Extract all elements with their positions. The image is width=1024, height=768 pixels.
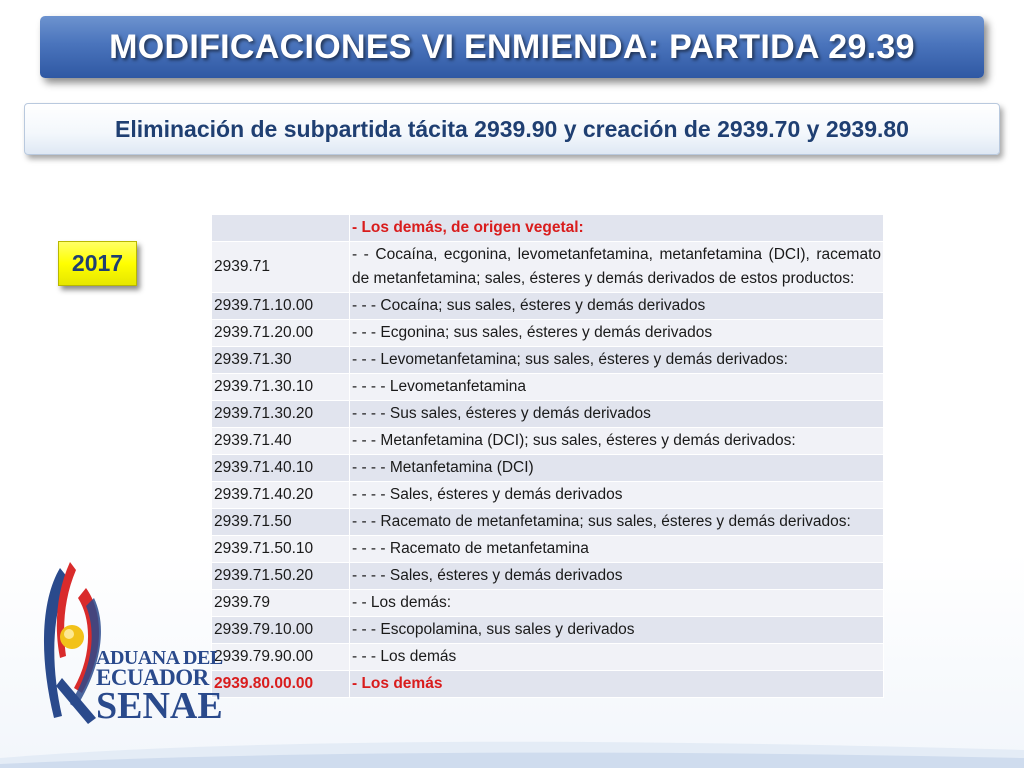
tariff-description-cell: - Los demás, de origen vegetal: bbox=[350, 215, 884, 242]
tariff-code-cell: 2939.71.50.10 bbox=[212, 536, 350, 563]
logo-text-line1: ADUANA DEL bbox=[96, 647, 223, 669]
tariff-description-cell: - - - Ecgonina; sus sales, ésteres y demás derivados bbox=[350, 320, 884, 347]
tariff-description-cell: - - - Racemato de metanfetamina; sus sales, ésteres y demás derivados: bbox=[350, 509, 884, 536]
tariff-code-cell: 2939.71.20.00 bbox=[212, 320, 350, 347]
table-row bbox=[212, 590, 884, 617]
page-title: MODIFICACIONES VI ENMIENDA: PARTIDA 29.39 bbox=[109, 27, 915, 66]
table-row bbox=[212, 242, 884, 293]
tariff-table bbox=[211, 214, 884, 698]
tariff-description-cell: - - Los demás: bbox=[350, 590, 884, 617]
tariff-description-cell: - - - - Racemato de metanfetamina bbox=[350, 536, 884, 563]
tariff-description-cell: - - - Cocaína; sus sales, ésteres y demás derivados bbox=[350, 293, 884, 320]
tariff-code-cell: 2939.71.40.10 bbox=[212, 455, 350, 482]
table-row bbox=[212, 401, 884, 428]
tariff-code-cell: 2939.71 bbox=[212, 242, 350, 293]
tariff-code-cell bbox=[212, 215, 350, 242]
table-row bbox=[212, 563, 884, 590]
tariff-code-cell: 2939.79.10.00 bbox=[212, 617, 350, 644]
table-row bbox=[212, 320, 884, 347]
tariff-description-cell: - - - - Sales, ésteres y demás derivados bbox=[350, 563, 884, 590]
table-row bbox=[212, 455, 884, 482]
tariff-code-cell: 2939.79 bbox=[212, 590, 350, 617]
tariff-code-cell: 2939.79.90.00 bbox=[212, 644, 350, 671]
table-row bbox=[212, 215, 884, 242]
tariff-code-cell: 2939.71.30.20 bbox=[212, 401, 350, 428]
tariff-description-cell: - - - Metanfetamina (DCI); sus sales, ésteres y demás derivados: bbox=[350, 428, 884, 455]
table-row bbox=[212, 536, 884, 563]
table-row bbox=[212, 617, 884, 644]
table-row bbox=[212, 347, 884, 374]
table-row bbox=[212, 428, 884, 455]
tariff-description-cell: - - - - Levometanfetamina bbox=[350, 374, 884, 401]
table-row bbox=[212, 374, 884, 401]
table-row bbox=[212, 293, 884, 320]
logo-text-line2: ECUADOR bbox=[96, 665, 209, 690]
tariff-description-cell: - - - Los demás bbox=[350, 644, 884, 671]
year-label: 2017 bbox=[71, 250, 124, 276]
tariff-description-cell: - Los demás bbox=[350, 671, 884, 698]
year-badge bbox=[58, 241, 137, 286]
senae-logo bbox=[30, 558, 230, 738]
tariff-table-body bbox=[212, 215, 884, 698]
tariff-code-cell: 2939.71.30 bbox=[212, 347, 350, 374]
table-row bbox=[212, 509, 884, 536]
page-subtitle: Eliminación de subpartida tácita 2939.90 y creación de 2939.70 y 2939.80 bbox=[115, 115, 909, 142]
subtitle-banner bbox=[24, 103, 1000, 155]
tariff-description-cell: - - - - Sales, ésteres y demás derivados bbox=[350, 482, 884, 509]
table-row bbox=[212, 644, 884, 671]
tariff-description-cell: - - - - Metanfetamina (DCI) bbox=[350, 455, 884, 482]
tariff-code-cell: 2939.71.40 bbox=[212, 428, 350, 455]
tariff-description-cell: - - - Escopolamina, sus sales y derivados bbox=[350, 617, 884, 644]
tariff-description-cell: - - Cocaína, ecgonina, levometanfetamina, metanfetamina (DCI), racemato de metanfetamina; sales, ésteres y demás derivados de estos productos: bbox=[350, 242, 884, 293]
tariff-code-cell: 2939.71.10.00 bbox=[212, 293, 350, 320]
footer-wave-decoration bbox=[0, 728, 1024, 768]
tariff-code-cell: 2939.71.50.20 bbox=[212, 563, 350, 590]
title-banner bbox=[40, 16, 984, 78]
logo-text-line3: SENAE bbox=[96, 685, 223, 727]
tariff-code-cell: 2939.71.40.20 bbox=[212, 482, 350, 509]
tariff-description-cell: - - - Levometanfetamina; sus sales, ésteres y demás derivados: bbox=[350, 347, 884, 374]
tariff-code-cell: 2939.71.50 bbox=[212, 509, 350, 536]
tariff-code-cell: 2939.80.00.00 bbox=[212, 671, 350, 698]
table-row bbox=[212, 671, 884, 698]
table-row bbox=[212, 482, 884, 509]
tariff-code-cell: 2939.71.30.10 bbox=[212, 374, 350, 401]
tariff-description-cell: - - - - Sus sales, ésteres y demás derivados bbox=[350, 401, 884, 428]
